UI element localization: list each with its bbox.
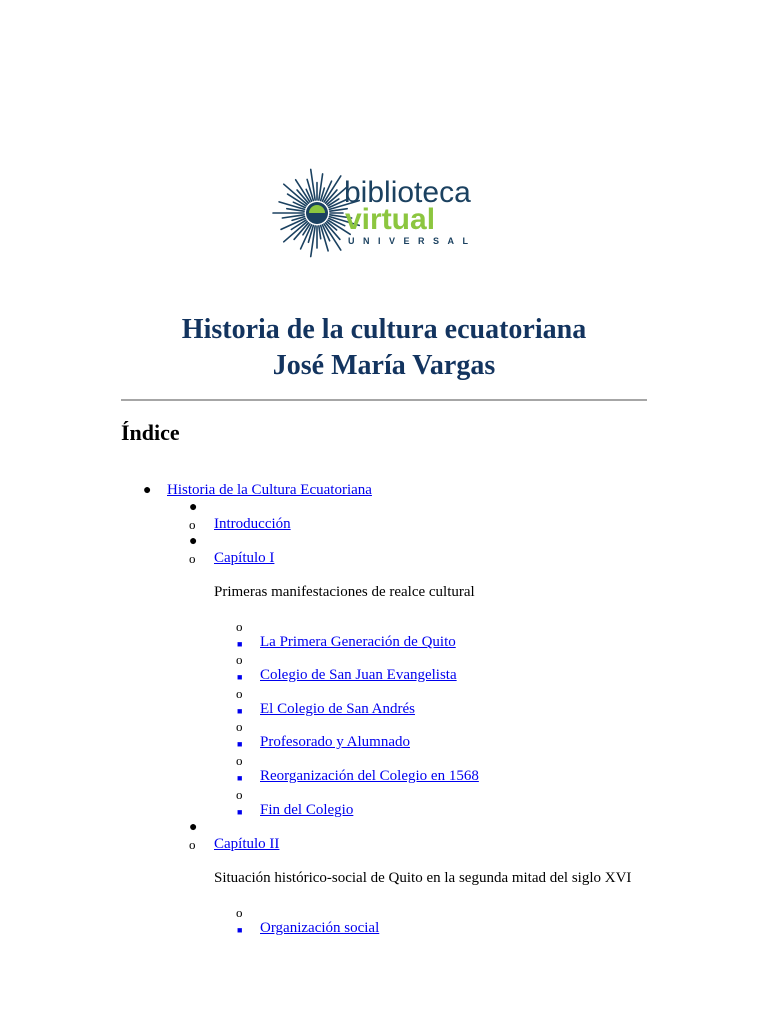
square-bullet-icon: ■ (237, 672, 243, 682)
logo-word-virtual: virtual (345, 203, 436, 236)
logo-word-universal: UNIVERSAL (348, 236, 477, 246)
disc-bullet-icon: ● (189, 534, 198, 549)
square-bullet-icon: ■ (237, 706, 243, 716)
circle-bullet-icon: o (236, 905, 243, 920)
biblioteca-virtual-logo (262, 165, 507, 265)
logo-word-biblioteca: biblioteca (344, 176, 471, 209)
toc-link-cap1-item[interactable]: Reorganización del Colegio en 1568 (260, 768, 479, 784)
disc-bullet-icon: ● (189, 500, 198, 515)
capitulo-1-description: Primeras manifestaciones de realce cultural (214, 584, 475, 600)
circle-bullet-icon: o (189, 551, 196, 566)
title-line-1: Historia de la cultura ecuatoriana (181, 314, 587, 345)
toc-link-capitulo-1[interactable]: Capítulo I (214, 550, 275, 566)
square-bullet-icon: ■ (237, 807, 243, 817)
circle-bullet-icon: o (236, 787, 243, 802)
circle-bullet-icon: o (236, 719, 243, 734)
disc-bullet-icon: ● (189, 820, 198, 835)
horizontal-rule (121, 399, 647, 401)
circle-bullet-icon: o (189, 517, 196, 532)
toc-link-cap1-item[interactable]: El Colegio de San Andrés (260, 701, 415, 717)
toc-link-cap1-item[interactable]: Fin del Colegio (260, 802, 354, 818)
disc-bullet-icon: ● (143, 483, 152, 498)
toc-link-cap1-item[interactable]: La Primera Generación de Quito (260, 634, 456, 650)
circle-bullet-icon: o (189, 837, 196, 852)
toc-link-capitulo-2[interactable]: Capítulo II (214, 836, 280, 852)
circle-bullet-icon: o (236, 619, 243, 634)
toc-link-root[interactable]: Historia de la Cultura Ecuatoriana (167, 482, 372, 498)
capitulo-2-description: Situación histórico-social de Quito en la segunda mitad del siglo XVI (214, 870, 632, 886)
square-bullet-icon: ■ (237, 639, 243, 649)
toc-link-cap2-item[interactable]: Organización social (260, 920, 380, 936)
index-heading: Índice (121, 420, 180, 445)
square-bullet-icon: ■ (237, 773, 243, 783)
toc-link-cap1-item[interactable]: Colegio de San Juan Evangelista (260, 667, 457, 683)
circle-bullet-icon: o (236, 686, 243, 701)
logo-ray (319, 226, 321, 239)
square-bullet-icon: ■ (237, 925, 243, 935)
square-bullet-icon: ■ (237, 739, 243, 749)
toc-link-cap1-item[interactable]: Profesorado y Alumnado (260, 734, 410, 750)
toc-link-introduccion[interactable]: Introducción (214, 516, 291, 532)
logo-graphic (262, 165, 507, 265)
circle-bullet-icon: o (236, 652, 243, 667)
title-line-2: José María Vargas (272, 350, 496, 381)
document-title (0, 312, 768, 384)
circle-bullet-icon: o (236, 753, 243, 768)
logo-ray (324, 176, 341, 202)
